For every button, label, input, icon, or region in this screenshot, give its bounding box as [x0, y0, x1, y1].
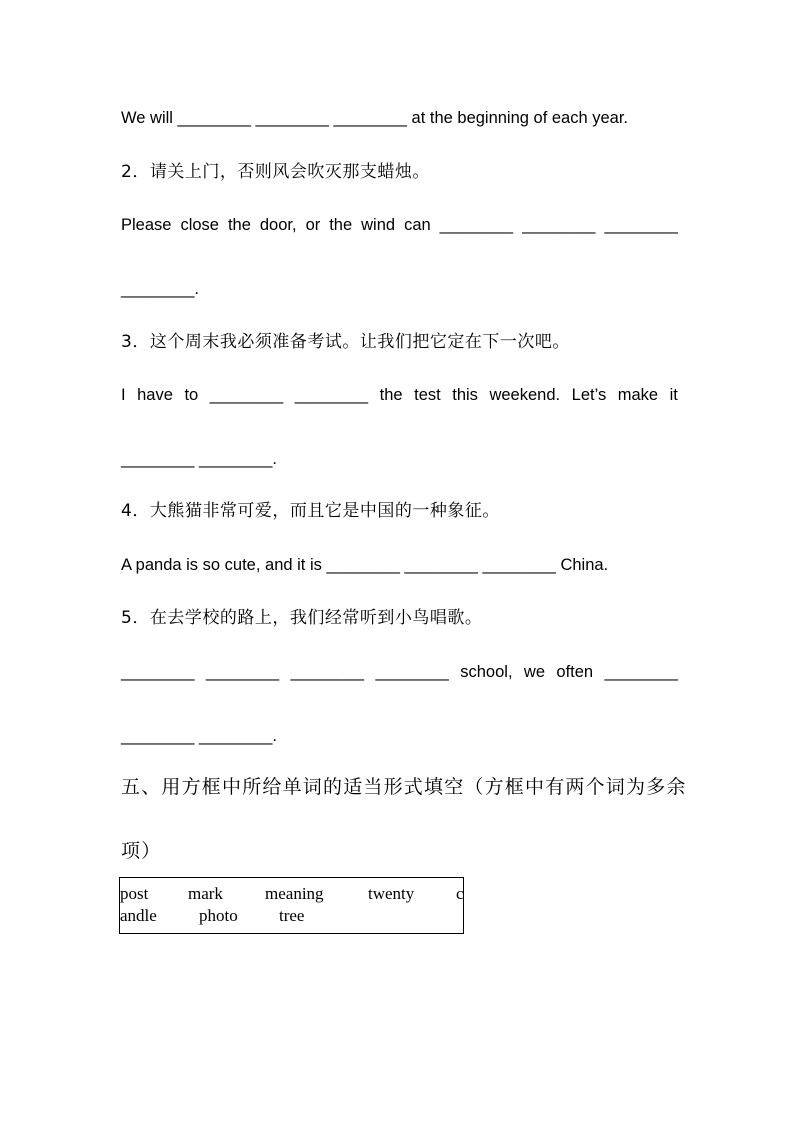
- item3-chinese-prompt: [121, 334, 570, 351]
- item4-chinese-text: 大熊猫非常可爱，而且它是中国的一种象征。: [149, 501, 500, 521]
- blank: ________: [290, 663, 365, 681]
- word-bank-item: andle: [120, 906, 157, 925]
- item2-chinese-text: 请关上门，否则风会吹灭那支蜡烛。: [149, 162, 430, 182]
- word: often: [556, 663, 594, 681]
- blank: ________: [604, 663, 678, 681]
- word-bank-box: [119, 877, 464, 934]
- word: or: [305, 216, 321, 234]
- item4-english-sentence: A panda is so cute, and it is ________ ________ ________ China.: [121, 556, 609, 574]
- word: can: [404, 216, 431, 234]
- word-bank-item: tree: [279, 906, 305, 925]
- item3-number: 3．: [121, 332, 150, 352]
- blank: ________: [121, 663, 195, 681]
- item5-english-line1: [121, 664, 678, 681]
- item2-chinese-prompt: [121, 164, 430, 181]
- blank: ________: [439, 216, 514, 234]
- item4-number: 4．: [121, 501, 150, 521]
- item2-number: 2．: [121, 162, 150, 182]
- blank: ________: [522, 216, 596, 234]
- item5-chinese-prompt: [121, 610, 482, 627]
- blank: ________: [375, 663, 449, 681]
- item1-english-sentence: We will ________ ________ ________ at the beginning of each year.: [121, 109, 629, 127]
- item4-chinese-prompt: [121, 503, 500, 520]
- item2-english-line2: ________.: [121, 280, 199, 298]
- word: this: [452, 386, 478, 404]
- word: Please: [121, 216, 172, 234]
- item3-english-line1: [121, 387, 678, 404]
- word: it: [669, 386, 678, 404]
- word: make: [617, 386, 659, 404]
- section5-heading-line2: 项）: [121, 840, 162, 862]
- word: have: [137, 386, 173, 404]
- word: I: [121, 386, 126, 404]
- word: wind: [361, 216, 396, 234]
- word: to: [184, 386, 199, 404]
- word: weekend.: [489, 386, 561, 404]
- word-bank-item: photo: [199, 906, 238, 925]
- word: test: [414, 386, 441, 404]
- word: Let’s: [571, 386, 607, 404]
- blank: ________: [604, 216, 678, 234]
- word: door,: [259, 216, 297, 234]
- blank: ________: [209, 386, 284, 404]
- word-bank-item: meaning: [265, 884, 324, 903]
- blank: ________: [294, 386, 369, 404]
- word-bank-item: c: [456, 884, 464, 903]
- word-bank-item: mark: [188, 884, 223, 903]
- word: close: [180, 216, 219, 234]
- blank: ________: [205, 663, 280, 681]
- word: the: [329, 216, 353, 234]
- section5-heading-line1: 五、用方框中所给单词的适当形式填空（方框中有两个词为多余: [121, 776, 687, 798]
- item2-english-line1: [121, 217, 678, 234]
- item5-english-line2: ________ ________.: [121, 727, 277, 745]
- word: we: [523, 663, 546, 681]
- word: the: [227, 216, 251, 234]
- item5-chinese-text: 在去学校的路上，我们经常听到小鸟唱歌。: [149, 608, 483, 628]
- word-bank-item: twenty: [368, 884, 415, 903]
- word-bank-item: post: [120, 884, 149, 903]
- item3-english-line2: ________ ________.: [121, 450, 277, 468]
- item5-number: 5．: [121, 608, 150, 628]
- word: school,: [460, 663, 513, 681]
- word: the: [379, 386, 403, 404]
- item3-chinese-text: 这个周末我必须准备考试。让我们把它定在下一次吧。: [149, 332, 570, 352]
